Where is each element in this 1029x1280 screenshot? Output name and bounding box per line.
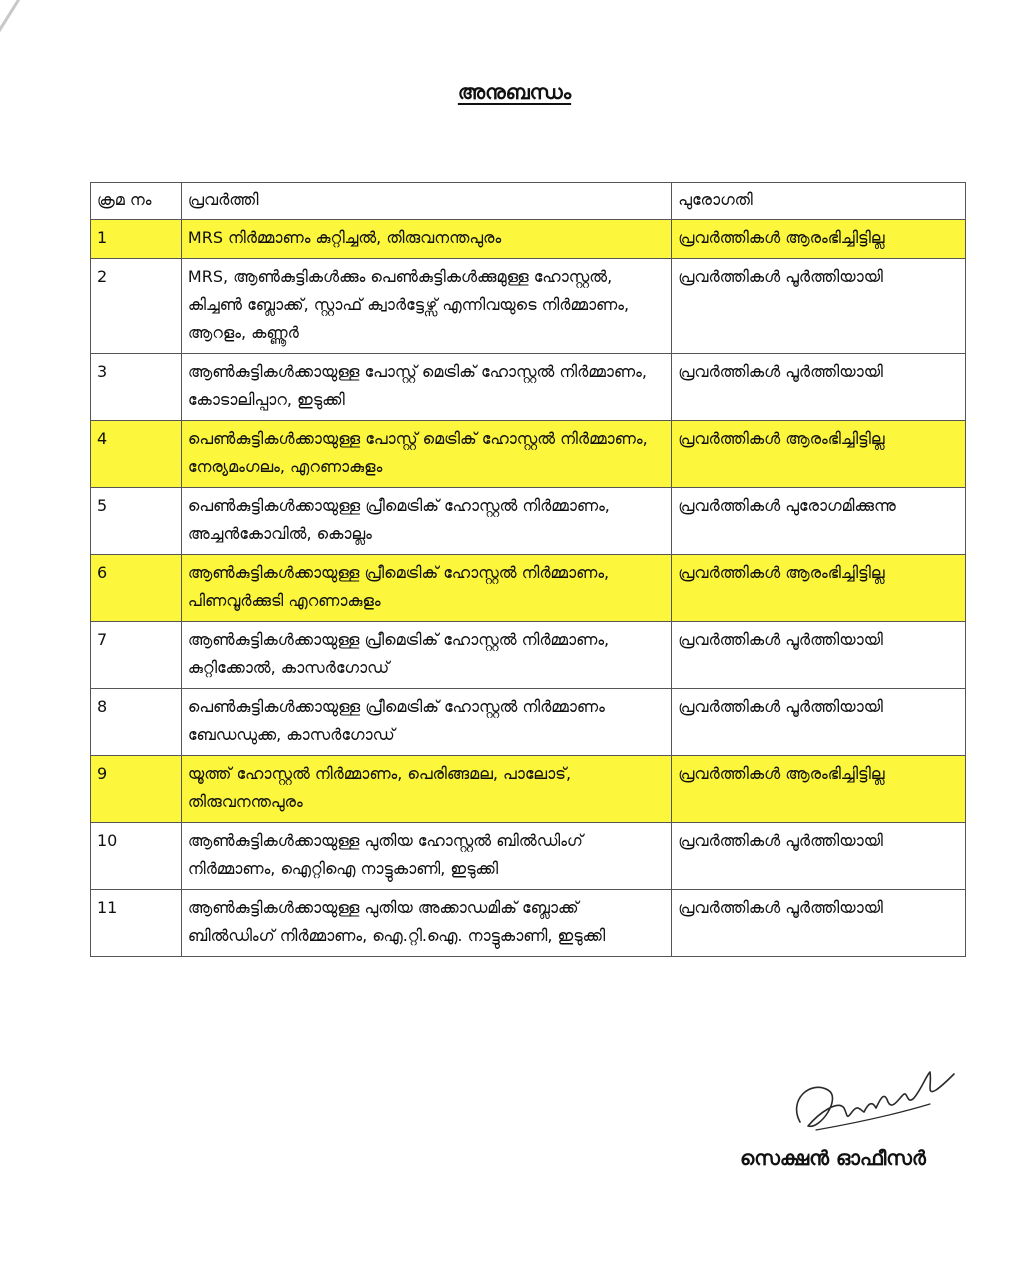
- row-work-description: MRS നിർമ്മാണം കുറ്റിച്ചൽ, തിരുവനന്തപുരം: [181, 220, 671, 259]
- row-serial-number: 10: [91, 823, 182, 890]
- table-row: [91, 689, 966, 756]
- row-status: പ്രവർത്തികൾ പൂർത്തിയായി: [672, 890, 966, 957]
- row-work-description: ആൺകുട്ടികൾക്കായുള്ള പ്രീമെട്രിക് ഹോസ്റ്റൽ നിർമ്മാണം, പിണവൂർക്കുടി എറണാകുളം: [181, 555, 671, 622]
- table-row: [91, 823, 966, 890]
- row-status: പ്രവർത്തികൾ ആരംഭിച്ചിട്ടില്ല: [672, 421, 966, 488]
- header-status: പുരോഗതി: [672, 183, 966, 220]
- header-work: പ്രവർത്തി: [181, 183, 671, 220]
- row-serial-number: 4: [91, 421, 182, 488]
- row-work-description: ആൺകുട്ടികൾക്കായുള്ള പുതിയ അക്കാഡമിക് ബ്ലോക്ക് ബിൽഡിംഗ് നിർമ്മാണം, ഐ.റ്റി.ഐ. നാട്ടുകാണി, ഇടുക്കി: [181, 890, 671, 957]
- row-serial-number: 3: [91, 354, 182, 421]
- row-work-description: ആൺകുട്ടികൾക്കായുള്ള പുതിയ ഹോസ്റ്റൽ ബിൽഡിംഗ് നിർമ്മാണം, ഐറ്റിഐ നാട്ടുകാണി, ഇടുക്കി: [181, 823, 671, 890]
- row-status: പ്രവർത്തികൾ പൂർത്തിയായി: [672, 823, 966, 890]
- row-work-description: പെൺകുട്ടികൾക്കായുള്ള പ്രീമെട്രിക് ഹോസ്റ്റൽ നിർമ്മാണം, അച്ചൻകോവിൽ, കൊല്ലം: [181, 488, 671, 555]
- table-row: [91, 890, 966, 957]
- row-serial-number: 1: [91, 220, 182, 259]
- row-status: പ്രവർത്തികൾ ആരംഭിച്ചിട്ടില്ല: [672, 756, 966, 823]
- row-status: പ്രവർത്തികൾ പൂർത്തിയായി: [672, 622, 966, 689]
- row-serial-number: 9: [91, 756, 182, 823]
- row-status: പ്രവർത്തികൾ പുരോഗമിക്കുന്നു: [672, 488, 966, 555]
- row-status: പ്രവർത്തികൾ ആരംഭിച്ചിട്ടില്ല: [672, 555, 966, 622]
- scan-streak: [0, 0, 55, 62]
- row-serial-number: 11: [91, 890, 182, 957]
- table-row: [91, 488, 966, 555]
- header-serial-number: ക്രമ നം: [91, 183, 182, 220]
- table-row: [91, 220, 966, 259]
- row-serial-number: 8: [91, 689, 182, 756]
- table-body: [91, 220, 966, 957]
- table-row: [91, 756, 966, 823]
- table-header-row: [91, 183, 966, 220]
- table-row: [91, 259, 966, 354]
- row-serial-number: 2: [91, 259, 182, 354]
- row-serial-number: 5: [91, 488, 182, 555]
- signature-block: [740, 1060, 980, 1180]
- row-serial-number: 6: [91, 555, 182, 622]
- row-work-description: ആൺകുട്ടികൾക്കായുള്ള പോസ്റ്റ് മെട്രിക് ഹോസ്റ്റൽ നിർമ്മാണം, കോടാലിപ്പാറ, ഇടുക്കി: [181, 354, 671, 421]
- row-status: പ്രവർത്തികൾ പൂർത്തിയായി: [672, 689, 966, 756]
- table-row: [91, 622, 966, 689]
- signatory-role: സെക്ഷൻ ഓഫീസർ: [740, 1146, 926, 1170]
- annexure-table: [90, 182, 966, 957]
- table-row: [91, 421, 966, 488]
- row-serial-number: 7: [91, 622, 182, 689]
- row-work-description: യൂത്ത് ഹോസ്റ്റൽ നിർമ്മാണം, പെരിങ്ങമല, പാലോട്, തിരുവനന്തപുരം: [181, 756, 671, 823]
- row-status: പ്രവർത്തികൾ ആരംഭിച്ചിട്ടില്ല: [672, 220, 966, 259]
- page-title: [0, 80, 1029, 104]
- row-status: പ്രവർത്തികൾ പൂർത്തിയായി: [672, 354, 966, 421]
- row-work-description: ആൺകുട്ടികൾക്കായുള്ള പ്രീമെട്രിക് ഹോസ്റ്റൽ നിർമ്മാണം, കുറ്റിക്കോൽ, കാസർഗോഡ്: [181, 622, 671, 689]
- row-work-description: പെൺകുട്ടികൾക്കായുള്ള പ്രീമെട്രിക് ഹോസ്റ്റൽ നിർമ്മാണം ബേഡഡുക്ക, കാസർഗോഡ്: [181, 689, 671, 756]
- row-work-description: പെൺകുട്ടികൾക്കായുള്ള പോസ്റ്റ് മെട്രിക് ഹോസ്റ്റൽ നിർമ്മാണം, നേര്യമംഗലം, എറണാകുളം: [181, 421, 671, 488]
- table-row: [91, 354, 966, 421]
- row-work-description: MRS, ആൺകുട്ടികൾക്കും പെൺകുട്ടികൾക്കുമുള്ള ഹോസ്റ്റൽ, കിച്ചൺ ബ്ലോക്ക്, സ്റ്റാഫ് ക്വാർട്ടേഴ്സ് എന്നിവയുടെ നിർമ്മാണം, ആറളം, കണ്ണൂർ: [181, 259, 671, 354]
- row-status: പ്രവർത്തികൾ പൂർത്തിയായി: [672, 259, 966, 354]
- table-row: [91, 555, 966, 622]
- handwritten-signature: [780, 1060, 960, 1150]
- page-title-text: അനുബന്ധം: [457, 80, 572, 104]
